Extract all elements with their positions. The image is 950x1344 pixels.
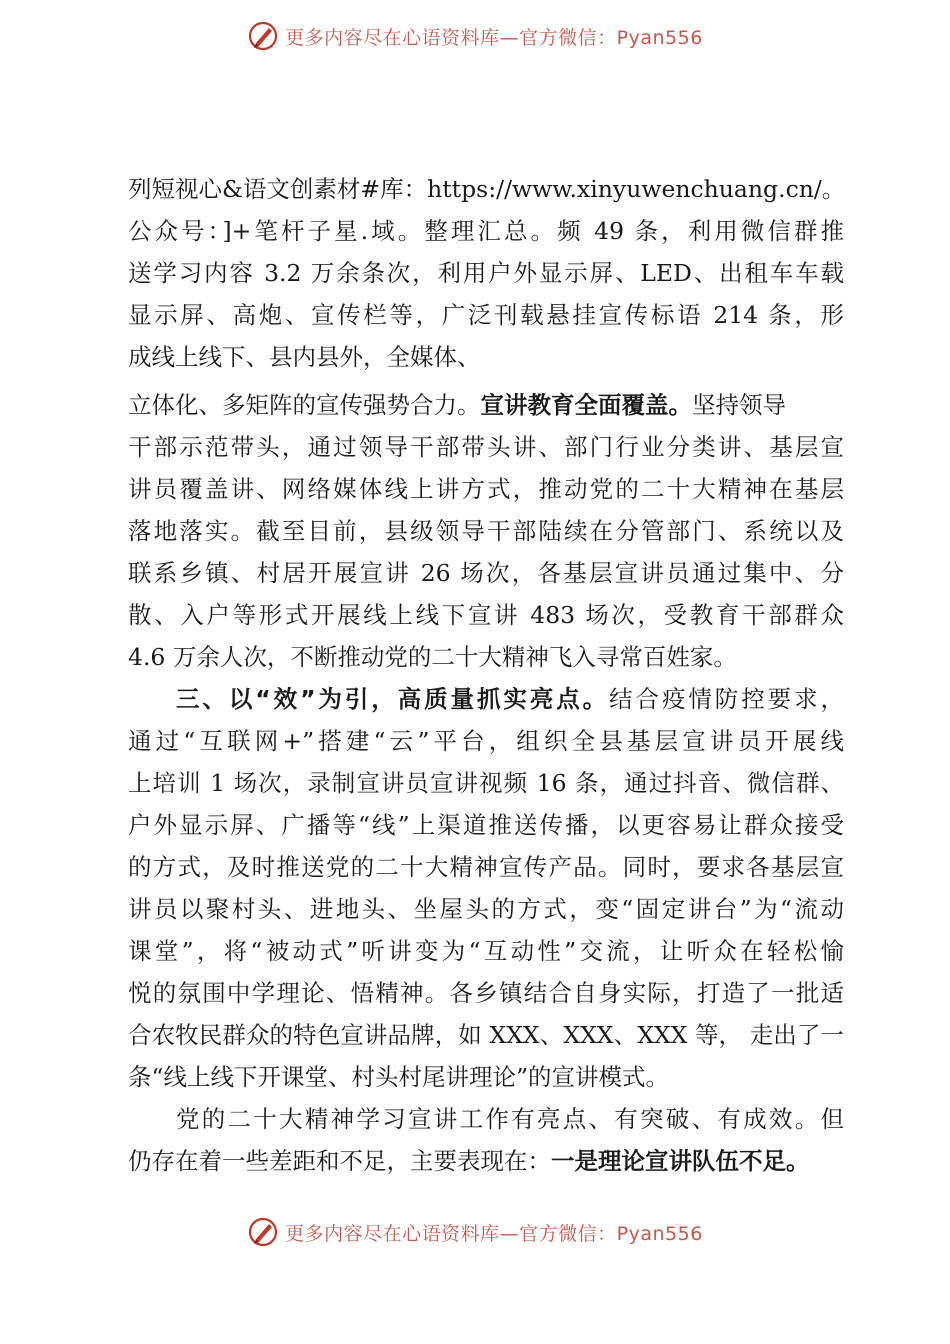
watermark-text: 更多内容尽在心语资料库—官方微信：Pyan556	[285, 1222, 703, 1245]
text-run: 仍存在着一些差距和不足，主要表现在：	[128, 1147, 551, 1175]
pen-logo-icon	[247, 20, 279, 52]
header-watermark	[0, 16, 950, 56]
text-line: 公众号：]+笔杆子星.域。整理汇总。频 49 条，利用微信群推	[128, 217, 844, 245]
text-line	[128, 384, 844, 426]
emphasis-text: 一是理论宣讲队伍不足。	[551, 1147, 810, 1175]
text-line: 送学习内容 3.2 万余条次，利用户外显示屏、LED、出租车车载	[128, 259, 844, 287]
text-line: 党的二十大精神学习宣讲工作有亮点、有突破、有成效。但	[176, 1105, 844, 1133]
footer-watermark	[0, 1212, 950, 1252]
text-line: 讲员以聚村头、进地头、坐屋头的方式，变“固定讲台”为“流动	[128, 895, 844, 923]
text-line: 课堂”，将“被动式”听讲变为“互动性”交流，让听众在轻松愉	[128, 937, 844, 965]
text-line: 条“线上线下开课堂、村头村尾讲理论”的宣讲模式。	[128, 1063, 670, 1091]
text-line: 的方式，及时推送党的二十大精神宣传产品。同时，要求各基层宣	[128, 853, 844, 881]
text-line	[128, 678, 844, 720]
paragraph-1	[128, 168, 844, 378]
text-line: 落地落实。截至目前，县级领导干部陆续在分管部门、系统以及	[128, 517, 844, 545]
paragraph-4	[128, 1098, 844, 1182]
text-line: 通过“互联网+”搭建“云”平台，组织全县基层宣讲员开展线	[128, 727, 844, 755]
paragraph-2	[128, 384, 844, 678]
text-line	[128, 1140, 844, 1182]
text-line: 联系乡镇、村居开展宣讲 26 场次，各基层宣讲员通过集中、分	[128, 559, 844, 587]
section-heading: 三、以“效”为引，高质量抓实亮点。	[176, 685, 610, 713]
text-run: 结合疫情防控要求，	[609, 685, 845, 713]
text-line: 成线上线下、县内县外，全媒体、	[128, 343, 481, 371]
text-run: 立体化、多矩阵的宣传强势合力。	[128, 391, 481, 419]
text-line: 干部示范带头，通过领导干部带头讲、部门行业分类讲、基层宣	[128, 433, 844, 461]
text-line: 悦的氛围中学理论、悟精神。各乡镇结合自身实际，打造了一批适	[128, 979, 844, 1007]
text-line: 列短视心&语文创素材#库：https://www.xinyuwenchuang.cn/。	[128, 175, 846, 203]
text-line: 4.6 万余人次，不断推动党的二十大精神飞入寻常百姓家。	[128, 643, 737, 671]
pen-logo-icon	[247, 1216, 279, 1248]
text-line: 讲员覆盖讲、网络媒体线上讲方式，推动党的二十大精神在基层	[128, 475, 844, 503]
text-line: 户外显示屏、广播等“线”上渠道推送传播，以更容易让群众接受	[128, 811, 844, 839]
paragraph-3	[128, 678, 844, 1098]
text-line: 显示屏、高炮、宣传栏等，广泛刊载悬挂宣传标语 214 条，形	[128, 301, 844, 329]
text-line: 合农牧民群众的特色宣讲品牌，如 XXX、XXX、XXX 等， 走出了一	[128, 1021, 844, 1049]
text-line: 散、入户等形式开展线上线下宣讲 483 场次，受教育干部群众	[128, 601, 844, 629]
text-line: 上培训 1 场次，录制宣讲员宣讲视频 16 条，通过抖音、微信群、	[128, 769, 844, 797]
section-heading: 宣讲教育全面覆盖。	[480, 391, 692, 419]
text-run: 坚持领导	[692, 391, 786, 419]
document-body	[128, 168, 844, 1182]
watermark-text: 更多内容尽在心语资料库—官方微信：Pyan556	[285, 26, 703, 49]
